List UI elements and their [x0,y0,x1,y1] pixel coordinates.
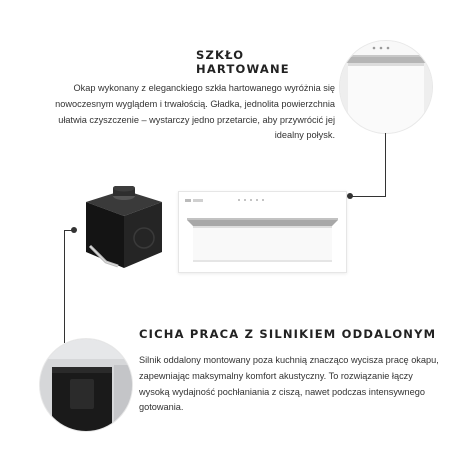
tempered-glass-closeup-icon [340,41,432,133]
heading-tempered-glass: SZKŁO HARTOWANE [196,48,290,76]
connector-dot-bottom [71,227,77,233]
heading-quiet-operation: CICHA PRACA Z SILNIKIEM ODDALONYM [139,327,437,341]
remote-motor-closeup-icon [40,339,132,431]
connector-line-top-horizontal [350,196,386,197]
remote-motor-image [78,186,170,272]
description-tempered-glass: Okap wykonany z eleganckiego szkła hartowanego wyróżnia się nowoczesnym wyglądem i trwałością. Gładka, jednolita powierzchnia ułatwia czyszczenie – wystarczy jedno przetarcie, aby przywrócić jej idealny połysk. [55,83,335,141]
connector-line-top [385,133,386,196]
connector-line-bottom [64,230,65,343]
connector-dot-top [347,193,353,199]
description-quiet-operation: Silnik oddalony montowany poza kuchnią znacząco wycisza pracę okapu, zapewniając maksymalny komfort akustyczny. To rozwiązanie łączy wysoką wydajność pochłaniania z ciszą, nawet podczas intensywnego gotowania. [139,355,439,413]
cooker-hood-image [178,191,347,273]
